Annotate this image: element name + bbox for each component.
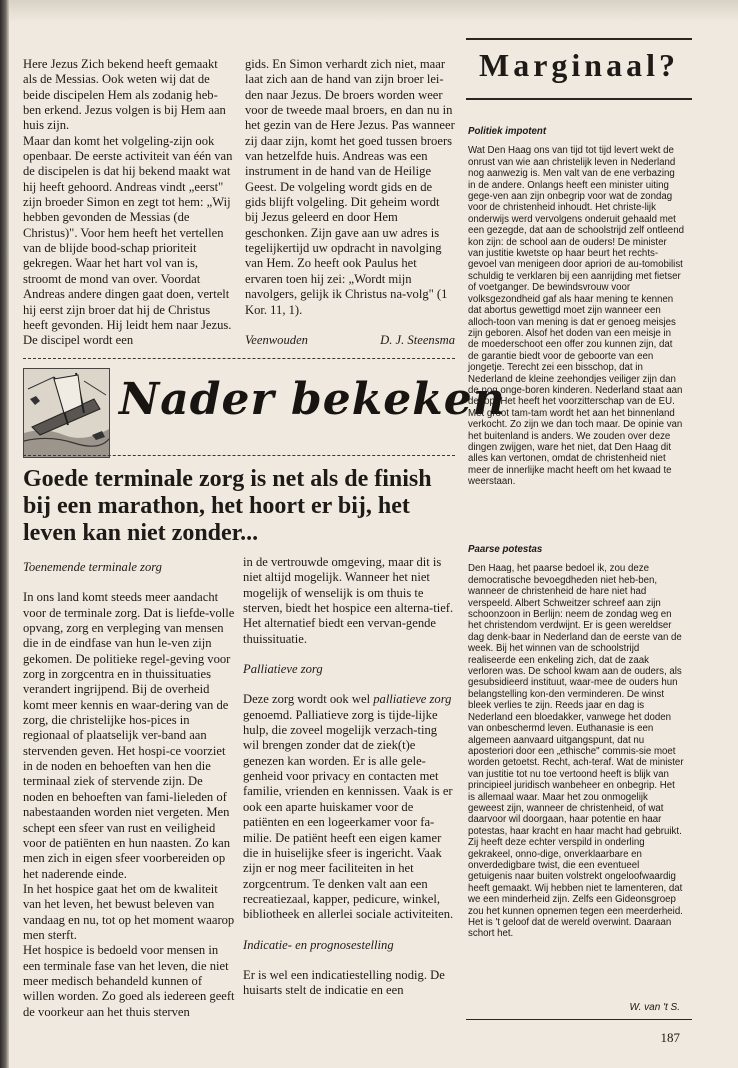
paragraph: Here Jezus Zich bekend heeft gemaakt als de Messias. Ook weten wij dat de beide discipelen Hem als zodanig heb-ben erkend. Jezus volgen is bij Hem aan huis zijn. [23, 57, 226, 133]
marginaal-top-rule [466, 38, 692, 40]
signature-place: Veenwouden [245, 333, 308, 347]
paragraph: gids. En Simon verhardt zich niet, maar laat zich aan de hand van zijn broer lei-den naar Jezus. De broers worden weer voor de tweede maal broers, en dan nu in het gezin van de Here Jezus. Pas wanneer zij daar zijn, komt het goed tussen broers van hetzelfde huis. Andreas was een instrument in de hand van de Heilige Geest. De volgeling wordt gids en de gids blijft volgeling. Dit geheim wordt bij Jezus geleerd en door Hem geschonken. Zijn gave aan uw adres is tegelijkertijd uw opdracht in navolging van Hem. Zo heeft ook Paulus het ervaren toen hij zei: „Wordt mijn navolgers, gelijk ik Christus na-volg" (1 Kor. 11, 1). [245, 57, 455, 317]
section-heading: Paarse potestas [468, 544, 543, 555]
meditation-signature [245, 333, 455, 348]
paragraph: Deze zorg wordt ook wel palliatieve zorg genoemd. Palliatieve zorg is tijde-lijke hulp, die zoveel mogelijk verzach-ting wil brengen zonder dat de ziek(t)e genezen kan worden. Er is alle gele-genheid voor privacy en contacten met familie, vrienden en kennissen. Vaak is er ook een aparte huiskamer voor de patiënten en een logeerkamer voor fa-milie. De patiënt heeft een eigen kamer die in huiselijke sfeer is ingericht. Vaak zijn er nog meer faciliteiten in het zorgcentrum. Te denken valt aan een recreatiezaal, kapper, pedicure, winkel, bibliotheek en allerlei sociale activiteiten. [243, 692, 454, 922]
signature-author: D. J. Steensma [380, 333, 455, 347]
meditation-column-2 [245, 57, 455, 318]
meditation-column-1 [23, 57, 233, 349]
article-column-1 [23, 560, 235, 1020]
paragraph: in de vertrouwde omgeving, maar dit is niet altijd mogelijk. Wanneer het niet mogelijk of wenselijk is om thuis te sterven, biedt het hospice een alterna-tief. Het alternatief biedt een vervan-gende thuissituatie. [243, 555, 454, 646]
subheading: Toenemende terminale zorg [23, 560, 162, 574]
section-text: Wat Den Haag ons van tijd tot tijd levert wekt de onrust van wie aan christelijk leven in Nederland nog aanwezig is. Men valt van de ene verbazing in de andere. Onlangs heeft een minister uiting gege-ven aan zijn onbegrip voor wat de zondag voor de christenheid inhoudt. Het christe-lijk onderwijs werd vervolgens onderuit gehaald met een gezegde, dat aan de schoolstrijd zelf ontleend kon zijn: de school aan de ouders! De minister van justitie kwetste op haar beurt het rechts-gevoel van menigeen door apriori de au-tomobilist schuldig te verklaren bij een aanrijding met fietser of voetganger. De bewindsvrouw voor volksgezondheid gaf als haar mening te kennen dat abortus gewettigd moet zijn wanneer een alloch-toon van mening is dat er genoeg meisjes zijn geboren. Alsof het doden van een meisje in de moederschoot een offer zou kunnen zijn, dat de garantie biedt voor de geboorte van een jongetje. Terecht zei een bisschop, dat in Nederland de kleine zeehondjes veiliger zijn dan de nog onge-boren kinderen. Nederland staat aan de top. Het heeft het voorzitterschap van de EU. Met groot tam-tam wordt het aan het binnenland verkocht. Zo zijn we dan toch maar. De opinie van het buitenland is anders. We zouden over deze dingen zwijgen, ware het niet, dat Den Haag dit alles kan vertonen, omdat de christenheid niet meer de innerlijke macht heeft om het kwaad te weerstaan. [468, 145, 684, 488]
paragraph: Het hospice is bedoeld voor mensen in een terminale fase van het leven, die niet meer medisch behandeld kunnen of willen worden. Zo goed als iedereen geeft de voorkeur aan het thuis sterven [23, 943, 235, 1019]
page-number: 187 [660, 1030, 680, 1045]
section-banner [23, 364, 506, 460]
marginaal-section-1 [468, 126, 684, 488]
divider-bottom [23, 455, 455, 456]
article-headline: Goede terminale zorg is net als de finish bij een marathon, het hoort er bij, het leven kan niet zonder... [23, 466, 432, 546]
sailing-ship-illustration-icon [23, 368, 110, 458]
subheading: Indicatie- en prognosestelling [243, 937, 394, 952]
scan-binding-edge [0, 0, 9, 1068]
marginaal-title: Marginaal? [479, 47, 679, 83]
scan-top-shadow [9, 0, 738, 22]
divider-top [23, 358, 455, 359]
marginaal-title-rule [466, 98, 692, 100]
paragraph: In ons land komt steeds meer aandacht voor de terminale zorg. Dat is liefde-volle opvang, zorg en verpleging van mensen die in de eindfase van hun le-ven zijn gekomen. De politieke regel-geving voor zorg in zorgcentra en in thuissituaties verandert ingrijpend. Bij de overheid komt meer kennis en waar-dering van de zorg, die christelijke hos-pices in regionaal of plaatselijk ver-band aan stervenden geven. Het hospi-ce voorziet in de noden en behoeften van hen die terminaal ziek of stervende zijn. De noden en behoeften van fami-lieleden of nabestaanden worden niet vergeten. Men schept een sfeer van rust en veiligheid voor de patiënten en hun naasten. Zo kan men zich in eigen sfeer voorbereiden op het naderende einde. [23, 590, 235, 881]
marginaal-signature: W. van 't S. [629, 1002, 680, 1013]
paragraph: Maar dan komt het volgeling-zijn ook openbaar. De eerste activiteit van één van de discipelen is dat hij bekend maakt wat hij heeft gehoord. Andreas vindt „eerst" zijn broeder Simon en zegt tot hem: „Wij hebben gevonden de Messias (de Christus)". Voor hem heeft het vertellen van de blijde bood-schap prioriteit gekregen. Waar het hart vol van is, stroomt de mond van over. Voordat Andreas andere dingen gaat doen, vertelt hij eerst zijn broer dat hij de Christus heeft gevonden. Hij leidt hem naar Jezus. De discipel wordt een [23, 133, 233, 348]
paragraph: Er is wel een indicatiestelling nodig. De huisarts stelt de indicatie en een [243, 967, 445, 998]
marginaal-section-2 [468, 544, 684, 940]
section-heading: Politiek impotent [468, 126, 547, 137]
article-column-2 [243, 555, 455, 999]
banner-title: Nader bekeken [119, 374, 506, 425]
subheading: Palliatieve zorg [243, 662, 323, 677]
paragraph: In het hospice gaat het om de kwaliteit van het leven, het bewust beleven van vandaag en nu, tot op het moment waarop men sterft. [23, 881, 235, 942]
marginaal-bottom-rule [466, 1019, 692, 1020]
section-text: Den Haag, het paarse bedoel ik, zou deze democratische bevoegdheden niet heb-ben, wanneer de christenheid de hare niet had verspeeld. Albert Schweitzer schreef aan zijn schoonzoon in Berlijn: neem de zondag weg en het christendom verdwijnt. Er is geen wereldser dag denk-baar in Nederland dan de eerste van de week. Bij het winnen van de schoolstrijd realiseerde een enkeling zich, dat de zaak verloren was. De school kwam aan de ouders, als gesubsidieerd instituut, waar-mee de ouders hun belangstelling kon-den verminderen. De winst bleek verlies te zijn. Reeds jaar en dag is Nederland een bloedakker, vanwege het doden van onbeschermd leven. Euthanasie is een algemeen aanvaard uitgangspunt, dat nu aposteriori door een „ethische" commis-sie moet worden getoetst. Recht, ach-teraf. Wat de minister van justitie tot nu toe vertoond heeft is blijk van principieel juridisch wanbeheer en onbegrip. Het is allemaal waar. Maar het zou onmogelijk geweest zijn, wanneer de christenheid, of wat daarvoor wil doorgaan, haar potentie en haar potestas, haar kracht en haar macht had gebruikt. Zij heeft deze echter verspild in onderling gekrakeel, onno-dige, onverklaarbare en onverdedigbare twist, die een eventueel getuigenis naar buiten volstrekt ongeloofwaardig heeft gemaakt. Wij hebben niet te lamenteren, dat we een minderheid zijn. Zelfs een Gideonsgroep zou het kunnen opnemen tegen een meerderheid. Het is 't geloof dat de wereld overwint. Daaraan schort het. [468, 563, 684, 940]
